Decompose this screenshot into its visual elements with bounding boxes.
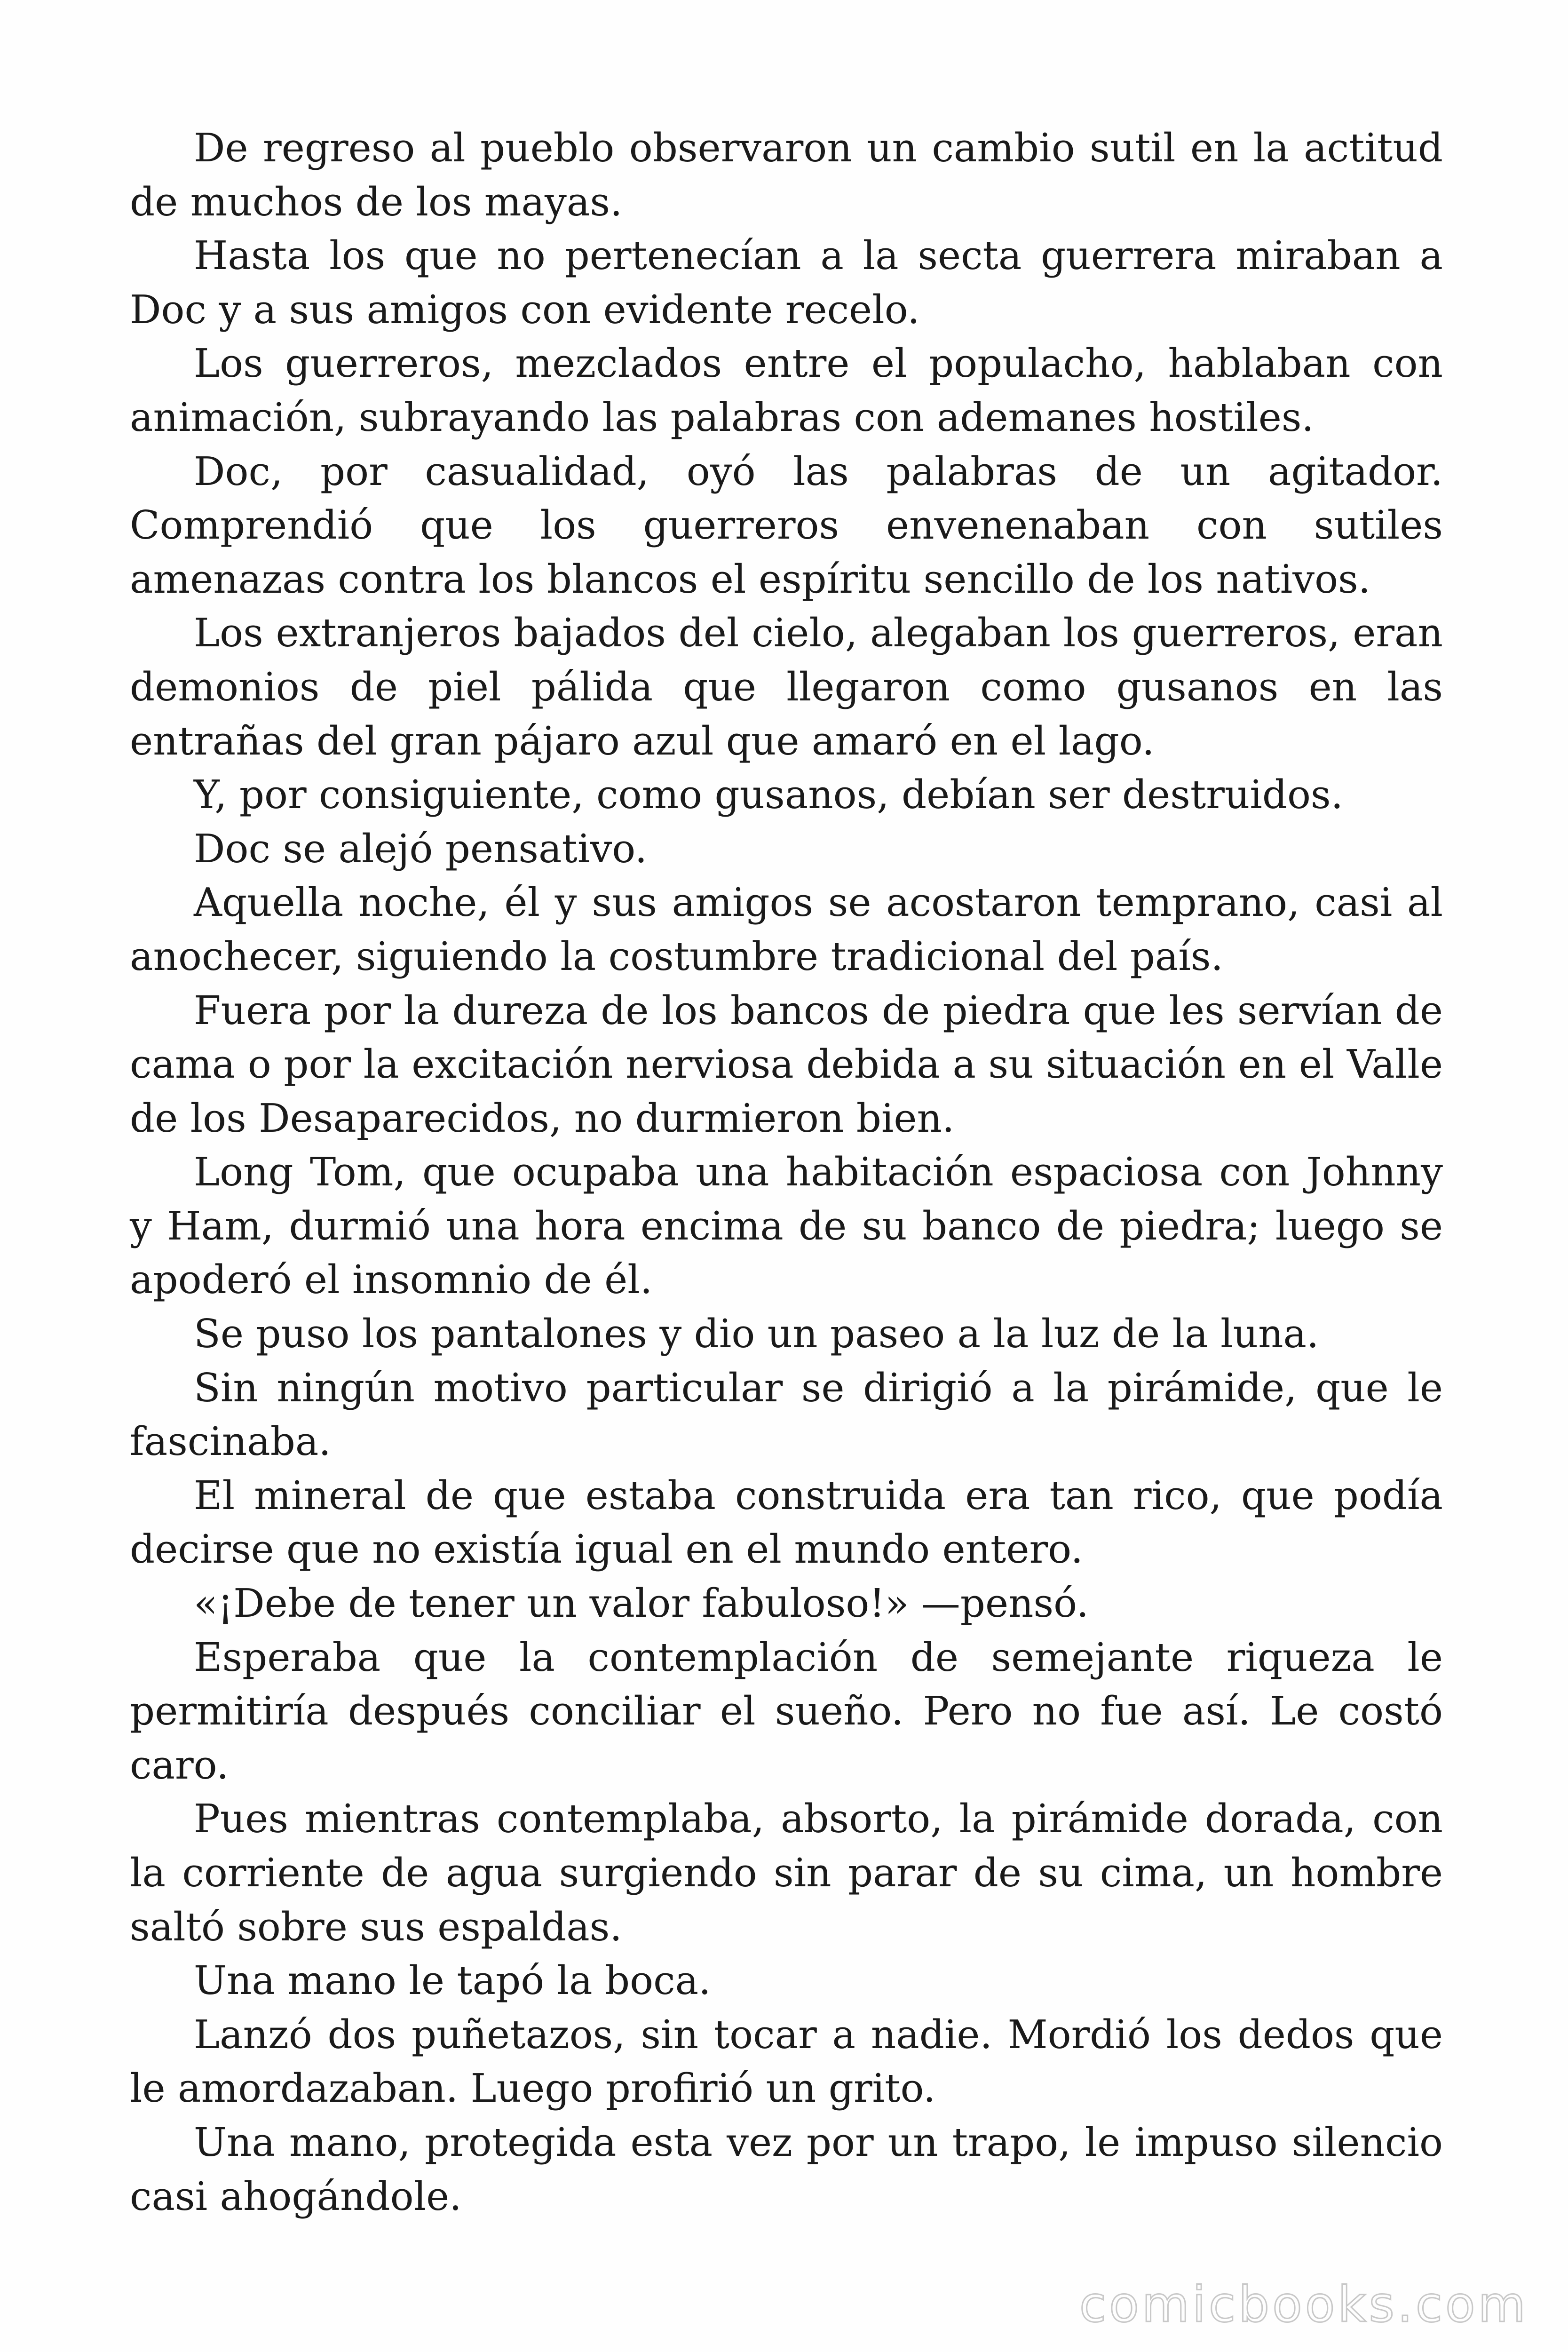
paragraph: Pues mientras contemplaba, absorto, la pirámide dorada, con la corriente de agua surgiendo sin parar de su cima, un hombre saltó sobre sus espaldas. (130, 1796, 1443, 1950)
paragraph: Doc se alejó pensativo. (194, 826, 648, 872)
paragraph: Sin ningún motivo particular se dirigió a la pirámide, que le fascinaba. (130, 1365, 1443, 1465)
paragraph: Una mano, protegida esta vez por un trapo, le impuso silencio casi ahogándole. (130, 2119, 1443, 2219)
paragraph: Lanzó dos puñetazos, sin tocar a nadie. Mordió los dedos que le amordazaban. Luego profirió un grito. (130, 2011, 1443, 2112)
paragraph: Fuera por la dureza de los bancos de piedra que les servían de cama o por la excitación nerviosa debida a su situación en el Valle de los Desaparecidos, no durmieron bien. (130, 987, 1443, 1141)
body-text (130, 121, 1443, 2224)
watermark: comicbooks.com (1079, 2276, 1528, 2333)
paragraph: Y, por consiguiente, como gusanos, debían ser destruidos. (194, 772, 1343, 818)
paragraph: Long Tom, que ocupaba una habitación espaciosa con Johnny y Ham, durmió una hora encima de su banco de piedra; luego se apoderó el insomnio de él. (130, 1149, 1443, 1303)
paragraph: Una mano le tapó la boca. (194, 1958, 711, 2004)
paragraph: Los guerreros, mezclados entre el populacho, hablaban con animación, subrayando las palabras con ademanes hostiles. (130, 341, 1443, 440)
paragraph: Los extranjeros bajados del cielo, alegaban los guerreros, eran demonios de piel pálida que llegaron como gusanos en las entrañas del gran pájaro azul que amaró en el lago. (130, 610, 1443, 764)
paragraph: De regreso al pueblo observaron un cambio sutil en la actitud de muchos de los mayas. (130, 125, 1443, 225)
paragraph: Se puso los pantalones y dio un paseo a la luz de la luna. (194, 1311, 1319, 1357)
paragraph: Aquella noche, él y sus amigos se acostaron temprano, casi al anochecer, siguiendo la costumbre tradicional del país. (130, 880, 1443, 979)
paragraph: Esperaba que la contemplación de semejante riqueza le permitiría después conciliar el sueño. Pero no fue así. Le costó caro. (130, 1634, 1443, 1788)
paragraph: El mineral de que estaba construida era tan rico, que podía decirse que no existía igual en el mundo entero. (130, 1472, 1443, 1573)
paragraph: «¡Debe de tener un valor fabuloso!» —pensó. (194, 1581, 1089, 1627)
paragraph: Hasta los que no pertenecían a la secta guerrera miraban a Doc y a sus amigos con evidente recelo. (130, 233, 1443, 333)
paragraph: Doc, por casualidad, oyó las palabras de un agitador. Comprendió que los guerreros envenenaban con sutiles amenazas contra los blancos el espíritu sencillo de los nativos. (130, 448, 1443, 602)
